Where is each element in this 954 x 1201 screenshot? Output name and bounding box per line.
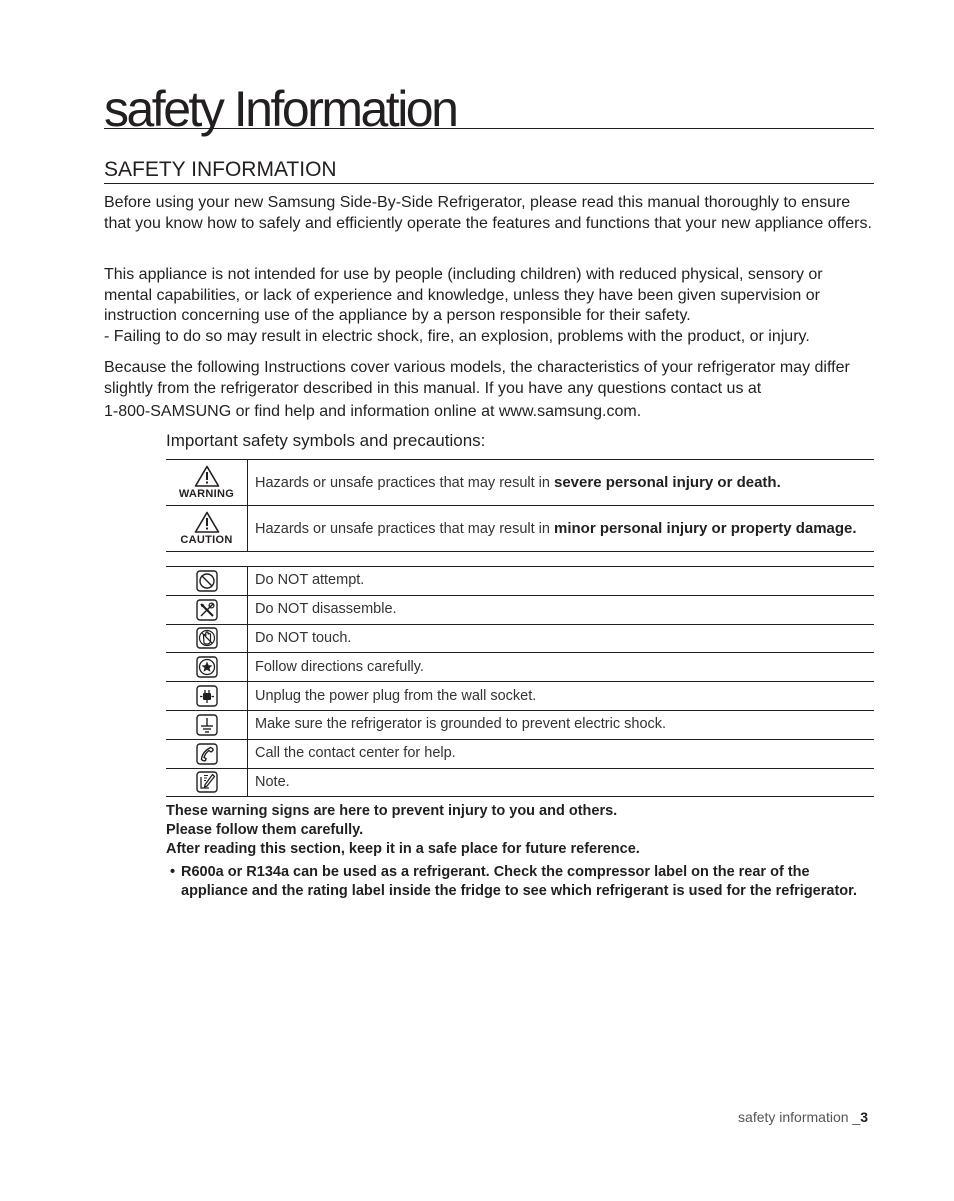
warning-triangle-icon <box>194 465 220 487</box>
symbol-icon-cell <box>166 682 248 711</box>
table-row <box>166 653 874 682</box>
symbol-icon-cell <box>166 768 248 797</box>
table-row <box>166 595 874 624</box>
no-touch-icon <box>196 627 218 649</box>
intro-paragraph-3 <box>104 358 874 423</box>
symbols-subheading: Important safety symbols and precautions: <box>166 431 486 450</box>
table-row <box>166 624 874 653</box>
caution-text: Hazards or unsafe practices that may result in <box>255 520 554 537</box>
intro-paragraph-1: Before using your new Samsung Side-By-Side Refrigerator, please read this manual thoroughly to ensure that you know how to safely and efficiently operate the features and functions that your new appliance offers. <box>104 194 872 232</box>
hazard-table <box>166 459 874 552</box>
caution-label: CAUTION <box>180 534 233 546</box>
warning-notes <box>166 802 874 859</box>
symbol-text: Call the contact center for help. <box>248 739 875 768</box>
warning-text: Hazards or unsafe practices that may result in <box>255 474 554 491</box>
symbol-icon-cell <box>166 653 248 682</box>
warning-label: WARNING <box>178 488 235 500</box>
refrigerant-note-text: R600a or R134a can be used as a refrigerant. Check the compressor label on the rear of the appliance and the rating label inside the fridge to see which refrigerant is used for the refrigerator. <box>181 864 858 899</box>
section-heading: SAFETY INFORMATION <box>104 157 874 184</box>
warning-bold-text: severe personal injury or death. <box>554 473 781 491</box>
table-row <box>166 682 874 711</box>
warning-note-line: After reading this section, keep it in a safe place for future reference. <box>166 841 640 857</box>
intro-paragraph-3-text: Because the following Instructions cover various models, the characteristics of your refrigerator may differ slightly from the refrigerator described in this manual. If you have any questions contact us at <box>104 359 850 397</box>
caution-triangle-icon <box>194 511 220 533</box>
note-icon <box>196 771 218 793</box>
no-attempt-icon <box>196 570 218 592</box>
intro-paragraph-2-dash: - Failing to do so may result in electric shock, fire, an explosion, problems with the product, or injury. <box>104 327 810 345</box>
table-row <box>166 567 874 596</box>
symbol-text: Do NOT disassemble. <box>248 595 875 624</box>
warning-note-line: These warning signs are here to prevent injury to you and others. <box>166 803 618 819</box>
symbol-icon-cell <box>166 624 248 653</box>
caution-icon-cell <box>166 506 248 552</box>
symbol-text: Note. <box>248 768 875 797</box>
refrigerant-note <box>170 863 870 900</box>
table-row <box>166 460 874 506</box>
page-number: 3 <box>860 1109 868 1125</box>
table-row <box>166 768 874 797</box>
follow-directions-icon <box>196 656 218 678</box>
unplug-icon <box>196 685 218 707</box>
symbol-text: Follow directions carefully. <box>248 653 875 682</box>
symbol-icon-cell <box>166 710 248 739</box>
intro-paragraph-2 <box>104 265 874 347</box>
symbol-icon-cell <box>166 595 248 624</box>
table-row <box>166 506 874 552</box>
symbol-table <box>166 566 874 797</box>
symbol-text: Do NOT attempt. <box>248 567 875 596</box>
warning-icon-cell <box>166 460 248 506</box>
table-row <box>166 739 874 768</box>
ground-icon <box>196 714 218 736</box>
page-title: safety Information <box>104 78 874 129</box>
symbol-text: Unplug the power plug from the wall socket. <box>248 682 875 711</box>
bullet-dot: • <box>170 864 176 880</box>
warning-note-line: Please follow them carefully. <box>166 822 364 838</box>
intro-paragraph-2-text: This appliance is not intended for use by people (including children) with reduced physical, sensory or mental capabilities, or lack of experience and knowledge, unless they have been given supervision or instruction concerning use of the appliance by a person responsible for their safety. <box>104 266 823 324</box>
symbol-icon-cell <box>166 567 248 596</box>
caution-bold-text: minor personal injury or property damage. <box>554 519 857 537</box>
no-disassemble-icon <box>196 599 218 621</box>
page-footer <box>738 1109 868 1125</box>
phone-icon <box>196 743 218 765</box>
symbol-text: Do NOT touch. <box>248 624 875 653</box>
table-row <box>166 710 874 739</box>
intro-paragraph-3-contact: 1-800-SAMSUNG or find help and information online at www.samsung.com. <box>104 403 642 420</box>
warning-description <box>248 460 875 506</box>
caution-description <box>248 506 875 552</box>
symbol-icon-cell <box>166 739 248 768</box>
symbol-text: Make sure the refrigerator is grounded to prevent electric shock. <box>248 710 875 739</box>
footer-label: safety information _ <box>738 1109 861 1125</box>
